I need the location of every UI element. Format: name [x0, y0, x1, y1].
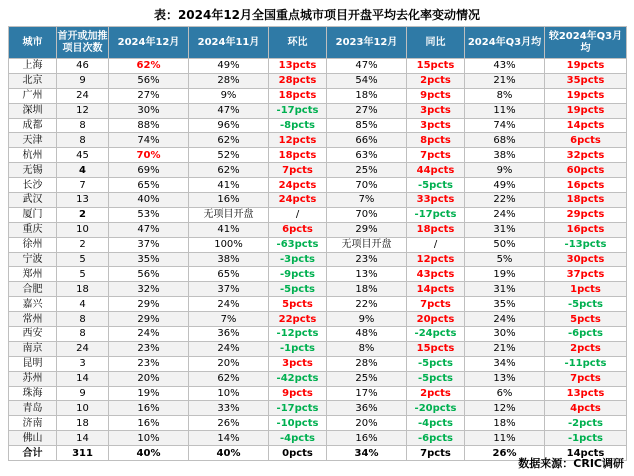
- cell-dec23: 36%: [327, 401, 407, 416]
- cell-dec23: 70%: [327, 207, 407, 222]
- header-row: [9, 27, 627, 59]
- cell-nov24: 20%: [189, 356, 269, 371]
- cell-mom: -9pcts: [269, 267, 327, 282]
- cell-city: 深圳: [9, 103, 57, 118]
- cell-city: 广州: [9, 88, 57, 103]
- cell-city: 长沙: [9, 178, 57, 193]
- cell-count: 9: [57, 386, 109, 401]
- cell-nov24: 9%: [189, 88, 269, 103]
- cell-yoy: /: [407, 237, 465, 252]
- cell-city: 昆明: [9, 356, 57, 371]
- cell-q3: 22%: [465, 193, 545, 208]
- table-row: [9, 327, 627, 342]
- cell-vsq3: 2pcts: [545, 341, 627, 356]
- cell-dec23: 18%: [327, 88, 407, 103]
- cell-mom: -3pcts: [269, 252, 327, 267]
- cell-vsq3: 4pcts: [545, 401, 627, 416]
- cell-city: 常州: [9, 312, 57, 327]
- cell-dec23: 22%: [327, 297, 407, 312]
- cell-count: 10: [57, 222, 109, 237]
- cell-city: 天津: [9, 133, 57, 148]
- cell-vsq3: 19pcts: [545, 103, 627, 118]
- cell-count: 18: [57, 416, 109, 431]
- table-row: [9, 118, 627, 133]
- cell-dec24: 53%: [109, 207, 189, 222]
- cell-yoy: -6pcts: [407, 431, 465, 446]
- cell-dec24: 30%: [109, 103, 189, 118]
- cell-q3: 34%: [465, 356, 545, 371]
- total-city: 合计: [9, 446, 57, 461]
- cell-count: 4: [57, 297, 109, 312]
- cell-yoy: -20pcts: [407, 401, 465, 416]
- cell-mom: 28pcts: [269, 73, 327, 88]
- table-title: 表：2024年12月全国重点城市项目开盘平均去化率变动情况: [153, 8, 481, 22]
- cell-dec23: 17%: [327, 386, 407, 401]
- header-nov24: 2024年11月: [189, 27, 269, 59]
- cell-dec23: 48%: [327, 327, 407, 342]
- cell-city: 成都: [9, 118, 57, 133]
- cell-count: 18: [57, 282, 109, 297]
- table-row: [9, 386, 627, 401]
- cell-yoy: -24pcts: [407, 327, 465, 342]
- table-row: [9, 133, 627, 148]
- cell-nov24: 96%: [189, 118, 269, 133]
- cell-q3: 74%: [465, 118, 545, 133]
- header-mom: 环比: [269, 27, 327, 59]
- cell-nov24: 62%: [189, 133, 269, 148]
- cell-mom: -63pcts: [269, 237, 327, 252]
- table-row: [9, 148, 627, 163]
- cell-count: 4: [57, 163, 109, 178]
- cell-vsq3: -1pcts: [545, 431, 627, 446]
- cell-nov24: 41%: [189, 178, 269, 193]
- cell-vsq3: 19pcts: [545, 59, 627, 74]
- cell-dec24: 23%: [109, 356, 189, 371]
- cell-count: 13: [57, 193, 109, 208]
- cell-q3: 35%: [465, 297, 545, 312]
- cell-city: 武汉: [9, 193, 57, 208]
- cell-count: 8: [57, 327, 109, 342]
- cell-dec23: 66%: [327, 133, 407, 148]
- table-row: [9, 282, 627, 297]
- table-body: [9, 59, 627, 446]
- header-dec23: 2023年12月: [327, 27, 407, 59]
- cell-q3: 31%: [465, 282, 545, 297]
- cell-yoy: 44pcts: [407, 163, 465, 178]
- cell-q3: 9%: [465, 163, 545, 178]
- cell-q3: 18%: [465, 416, 545, 431]
- cell-nov24: 26%: [189, 416, 269, 431]
- cell-city: 无锡: [9, 163, 57, 178]
- cell-dec24: 47%: [109, 222, 189, 237]
- cell-dec23: 16%: [327, 431, 407, 446]
- table-row: [9, 163, 627, 178]
- cell-q3: 31%: [465, 222, 545, 237]
- cell-yoy: -4pcts: [407, 416, 465, 431]
- cell-dec23: 25%: [327, 163, 407, 178]
- cell-nov24: 38%: [189, 252, 269, 267]
- cell-count: 24: [57, 88, 109, 103]
- cell-dec24: 35%: [109, 252, 189, 267]
- cell-yoy: 20pcts: [407, 312, 465, 327]
- cell-nov24: 无项目开盘: [189, 207, 269, 222]
- cell-vsq3: 18pcts: [545, 193, 627, 208]
- cell-count: 2: [57, 207, 109, 222]
- cell-dec24: 16%: [109, 401, 189, 416]
- cell-dec24: 29%: [109, 297, 189, 312]
- cell-dec24: 19%: [109, 386, 189, 401]
- cell-count: 10: [57, 401, 109, 416]
- cell-nov24: 52%: [189, 148, 269, 163]
- cell-mom: -8pcts: [269, 118, 327, 133]
- cell-yoy: 9pcts: [407, 88, 465, 103]
- cell-count: 5: [57, 267, 109, 282]
- cell-city: 厦门: [9, 207, 57, 222]
- cell-dec24: 62%: [109, 59, 189, 74]
- cell-dec24: 40%: [109, 193, 189, 208]
- cell-q3: 21%: [465, 341, 545, 356]
- cell-vsq3: 5pcts: [545, 312, 627, 327]
- total-nov24: 40%: [189, 446, 269, 461]
- cell-mom: 5pcts: [269, 297, 327, 312]
- cell-vsq3: -5pcts: [545, 297, 627, 312]
- table-row: [9, 222, 627, 237]
- cell-dec24: 20%: [109, 371, 189, 386]
- table-row: [9, 237, 627, 252]
- cell-dec23: 28%: [327, 356, 407, 371]
- cell-nov24: 33%: [189, 401, 269, 416]
- cell-mom: 18pcts: [269, 88, 327, 103]
- cell-vsq3: 6pcts: [545, 133, 627, 148]
- cell-nov24: 24%: [189, 297, 269, 312]
- total-mom: 0pcts: [269, 446, 327, 461]
- table-row: [9, 88, 627, 103]
- cell-mom: 7pcts: [269, 163, 327, 178]
- cell-count: 8: [57, 133, 109, 148]
- cell-yoy: 18pcts: [407, 222, 465, 237]
- cell-vsq3: 32pcts: [545, 148, 627, 163]
- cell-yoy: 2pcts: [407, 386, 465, 401]
- cell-nov24: 7%: [189, 312, 269, 327]
- cell-city: 合肥: [9, 282, 57, 297]
- header-count: 首开或加推项目次数: [57, 27, 109, 59]
- cell-vsq3: 60pcts: [545, 163, 627, 178]
- cell-mom: -17pcts: [269, 103, 327, 118]
- cell-vsq3: -2pcts: [545, 416, 627, 431]
- cell-vsq3: 14pcts: [545, 118, 627, 133]
- total-count: 311: [57, 446, 109, 461]
- cell-dec24: 37%: [109, 237, 189, 252]
- cell-vsq3: 35pcts: [545, 73, 627, 88]
- cell-yoy: 3pcts: [407, 118, 465, 133]
- cell-vsq3: -13pcts: [545, 237, 627, 252]
- cell-nov24: 37%: [189, 282, 269, 297]
- cell-dec24: 32%: [109, 282, 189, 297]
- cell-q3: 11%: [465, 431, 545, 446]
- cell-yoy: 2pcts: [407, 73, 465, 88]
- cell-mom: 13pcts: [269, 59, 327, 74]
- cell-mom: -17pcts: [269, 401, 327, 416]
- cell-dec23: 13%: [327, 267, 407, 282]
- cell-yoy: 15pcts: [407, 341, 465, 356]
- cell-count: 3: [57, 356, 109, 371]
- table-row: [9, 297, 627, 312]
- cell-yoy: 3pcts: [407, 103, 465, 118]
- cell-yoy: -5pcts: [407, 178, 465, 193]
- cell-dec24: 23%: [109, 341, 189, 356]
- cell-dec23: 70%: [327, 178, 407, 193]
- cell-nov24: 14%: [189, 431, 269, 446]
- header-vsq3: 较2024年Q3月均: [545, 27, 627, 59]
- cell-nov24: 65%: [189, 267, 269, 282]
- table-row: [9, 267, 627, 282]
- table-row: [9, 103, 627, 118]
- data-table: [8, 26, 627, 461]
- cell-count: 46: [57, 59, 109, 74]
- cell-q3: 21%: [465, 73, 545, 88]
- cell-mom: /: [269, 207, 327, 222]
- cell-q3: 30%: [465, 327, 545, 342]
- total-yoy: 7pcts: [407, 446, 465, 461]
- table-row: [9, 431, 627, 446]
- cell-mom: 18pcts: [269, 148, 327, 163]
- cell-mom: -42pcts: [269, 371, 327, 386]
- cell-q3: 11%: [465, 103, 545, 118]
- cell-city: 宁波: [9, 252, 57, 267]
- cell-dec24: 24%: [109, 327, 189, 342]
- cell-city: 北京: [9, 73, 57, 88]
- cell-city: 青岛: [9, 401, 57, 416]
- cell-city: 济南: [9, 416, 57, 431]
- cell-city: 西安: [9, 327, 57, 342]
- cell-vsq3: 37pcts: [545, 267, 627, 282]
- cell-count: 7: [57, 178, 109, 193]
- cell-vsq3: 7pcts: [545, 371, 627, 386]
- cell-mom: -12pcts: [269, 327, 327, 342]
- cell-dec24: 10%: [109, 431, 189, 446]
- cell-city: 上海: [9, 59, 57, 74]
- cell-nov24: 10%: [189, 386, 269, 401]
- cell-count: 14: [57, 371, 109, 386]
- table-row: [9, 416, 627, 431]
- cell-city: 郑州: [9, 267, 57, 282]
- cell-city: 重庆: [9, 222, 57, 237]
- cell-count: 8: [57, 312, 109, 327]
- cell-vsq3: 19pcts: [545, 88, 627, 103]
- table-row: [9, 59, 627, 74]
- cell-q3: 13%: [465, 371, 545, 386]
- header-q3: 2024年Q3月均: [465, 27, 545, 59]
- table-row: [9, 73, 627, 88]
- data-source: 数据来源：CRIC调研: [518, 457, 624, 470]
- cell-q3: 12%: [465, 401, 545, 416]
- table-row: [9, 371, 627, 386]
- total-vsq3: 14pcts: [545, 446, 627, 461]
- cell-yoy: 15pcts: [407, 59, 465, 74]
- table-row: [9, 193, 627, 208]
- header-dec24: 2024年12月: [109, 27, 189, 59]
- cell-city: 苏州: [9, 371, 57, 386]
- cell-dec24: 70%: [109, 148, 189, 163]
- cell-dec23: 27%: [327, 103, 407, 118]
- cell-vsq3: 29pcts: [545, 207, 627, 222]
- cell-count: 5: [57, 252, 109, 267]
- cell-count: 45: [57, 148, 109, 163]
- cell-dec23: 9%: [327, 312, 407, 327]
- cell-dec24: 56%: [109, 73, 189, 88]
- cell-q3: 24%: [465, 207, 545, 222]
- cell-q3: 6%: [465, 386, 545, 401]
- total-dec23: 34%: [327, 446, 407, 461]
- cell-mom: 24pcts: [269, 193, 327, 208]
- cell-count: 14: [57, 431, 109, 446]
- table-row: [9, 341, 627, 356]
- cell-dec23: 7%: [327, 193, 407, 208]
- cell-nov24: 100%: [189, 237, 269, 252]
- cell-dec23: 23%: [327, 252, 407, 267]
- cell-count: 2: [57, 237, 109, 252]
- total-q3: 26%: [465, 446, 545, 461]
- cell-q3: 24%: [465, 312, 545, 327]
- cell-mom: -10pcts: [269, 416, 327, 431]
- cell-dec23: 18%: [327, 282, 407, 297]
- cell-count: 12: [57, 103, 109, 118]
- cell-vsq3: -6pcts: [545, 327, 627, 342]
- cell-q3: 43%: [465, 59, 545, 74]
- cell-nov24: 62%: [189, 371, 269, 386]
- cell-city: 杭州: [9, 148, 57, 163]
- table-row: [9, 356, 627, 371]
- cell-mom: 6pcts: [269, 222, 327, 237]
- cell-dec24: 29%: [109, 312, 189, 327]
- cell-dec23: 47%: [327, 59, 407, 74]
- cell-dec24: 65%: [109, 178, 189, 193]
- cell-yoy: 7pcts: [407, 297, 465, 312]
- cell-nov24: 28%: [189, 73, 269, 88]
- cell-vsq3: 30pcts: [545, 252, 627, 267]
- table-row: [9, 401, 627, 416]
- cell-yoy: -17pcts: [407, 207, 465, 222]
- header-city: 城市: [9, 27, 57, 59]
- cell-vsq3: 16pcts: [545, 178, 627, 193]
- cell-yoy: -5pcts: [407, 371, 465, 386]
- cell-yoy: 7pcts: [407, 148, 465, 163]
- cell-dec23: 54%: [327, 73, 407, 88]
- cell-dec24: 88%: [109, 118, 189, 133]
- cell-vsq3: -11pcts: [545, 356, 627, 371]
- cell-mom: -1pcts: [269, 341, 327, 356]
- cell-mom: -4pcts: [269, 431, 327, 446]
- cell-yoy: 12pcts: [407, 252, 465, 267]
- cell-yoy: 8pcts: [407, 133, 465, 148]
- cell-mom: 12pcts: [269, 133, 327, 148]
- cell-dec23: 29%: [327, 222, 407, 237]
- cell-city: 佛山: [9, 431, 57, 446]
- cell-mom: 24pcts: [269, 178, 327, 193]
- cell-nov24: 36%: [189, 327, 269, 342]
- table-row: [9, 312, 627, 327]
- cell-count: 8: [57, 118, 109, 133]
- cell-q3: 5%: [465, 252, 545, 267]
- table-row: [9, 207, 627, 222]
- cell-nov24: 41%: [189, 222, 269, 237]
- cell-q3: 68%: [465, 133, 545, 148]
- cell-dec24: 56%: [109, 267, 189, 282]
- cell-q3: 19%: [465, 267, 545, 282]
- cell-yoy: 14pcts: [407, 282, 465, 297]
- cell-vsq3: 16pcts: [545, 222, 627, 237]
- cell-yoy: 43pcts: [407, 267, 465, 282]
- cell-count: 24: [57, 341, 109, 356]
- cell-dec23: 20%: [327, 416, 407, 431]
- cell-mom: 3pcts: [269, 356, 327, 371]
- cell-nov24: 62%: [189, 163, 269, 178]
- cell-dec23: 8%: [327, 341, 407, 356]
- cell-city: 徐州: [9, 237, 57, 252]
- cell-dec24: 69%: [109, 163, 189, 178]
- cell-nov24: 24%: [189, 341, 269, 356]
- cell-dec23: 25%: [327, 371, 407, 386]
- total-dec24: 40%: [109, 446, 189, 461]
- cell-mom: -5pcts: [269, 282, 327, 297]
- cell-dec24: 27%: [109, 88, 189, 103]
- cell-yoy: -5pcts: [407, 356, 465, 371]
- cell-dec24: 16%: [109, 416, 189, 431]
- cell-vsq3: 13pcts: [545, 386, 627, 401]
- cell-q3: 50%: [465, 237, 545, 252]
- header-yoy: 同比: [407, 27, 465, 59]
- cell-q3: 38%: [465, 148, 545, 163]
- cell-city: 珠海: [9, 386, 57, 401]
- cell-q3: 49%: [465, 178, 545, 193]
- cell-dec23: 85%: [327, 118, 407, 133]
- cell-count: 9: [57, 73, 109, 88]
- cell-yoy: 33pcts: [407, 193, 465, 208]
- cell-q3: 8%: [465, 88, 545, 103]
- cell-dec24: 74%: [109, 133, 189, 148]
- table-row: [9, 252, 627, 267]
- cell-nov24: 16%: [189, 193, 269, 208]
- cell-city: 嘉兴: [9, 297, 57, 312]
- cell-mom: 9pcts: [269, 386, 327, 401]
- table-row: [9, 178, 627, 193]
- cell-nov24: 49%: [189, 59, 269, 74]
- cell-mom: 22pcts: [269, 312, 327, 327]
- cell-city: 南京: [9, 341, 57, 356]
- cell-dec23: 63%: [327, 148, 407, 163]
- cell-dec23: 无项目开盘: [327, 237, 407, 252]
- cell-vsq3: 1pcts: [545, 282, 627, 297]
- cell-nov24: 47%: [189, 103, 269, 118]
